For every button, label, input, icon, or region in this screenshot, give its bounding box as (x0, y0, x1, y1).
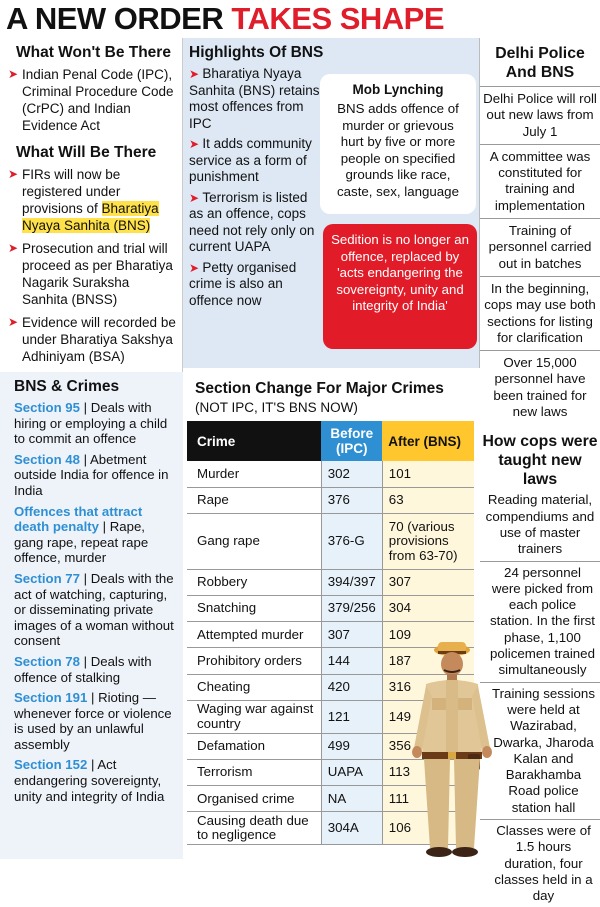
highlight-item (189, 66, 324, 132)
after-cell: 316 (382, 674, 474, 700)
before-cell: 144 (321, 648, 382, 674)
after-cell: 109 (382, 622, 474, 648)
mob-text: BNS adds offence of murder or grievous hurt by five or more people on specified grounds like race, caste, sex, language (337, 101, 459, 199)
will-item-2: ➤ Prosecution and trial will proceed as per Bharatiya Nagarik Suraksha Sanhita (BNSS) (8, 240, 176, 308)
arrow-icon: ➤ (189, 67, 203, 81)
arrow-icon: ➤ (189, 260, 203, 275)
crime-cell: Robbery (187, 569, 321, 595)
before-cell: 379/256 (321, 596, 382, 622)
highlight-item (189, 260, 324, 310)
before-cell: 302 (321, 461, 382, 487)
crime-cell: Defamation (187, 733, 321, 759)
crime-cell: Prohibitory orders (187, 648, 321, 674)
how-item: 24 personnel were picked from each police station. In the first phase, 1,100 policemen trained simultaneously (480, 562, 600, 683)
bns-item (14, 757, 175, 804)
mob-title: Mob Lynching (352, 82, 444, 97)
title-black: A NEW ORDER (6, 1, 232, 36)
how-title: How cops were taught new laws (482, 433, 598, 489)
bns-title: BNS & Crimes (14, 378, 120, 395)
bns-item (14, 690, 175, 752)
section-label: Section 48 (14, 451, 80, 467)
before-cell: 376 (321, 487, 382, 513)
crime-cell: Snatching (187, 596, 321, 622)
after-cell: 149 (382, 700, 474, 733)
header-before: Before (IPC) (321, 421, 382, 461)
delhi-cell: Delhi Police will roll out new laws from July 1 (480, 87, 600, 145)
wont-title: What Won't Be There (16, 44, 171, 61)
before-cell: 307 (321, 622, 382, 648)
section-label: Section 78 (14, 653, 80, 669)
after-cell: 113 (382, 760, 474, 786)
delhi-title: Delhi Police And BNS (480, 38, 600, 87)
before-cell: UAPA (321, 760, 382, 786)
bns-item (14, 654, 175, 685)
table-subtitle: (NOT IPC, IT'S BNS NOW) (195, 400, 358, 415)
after-cell: 187 (382, 648, 474, 674)
before-cell: 394/397 (321, 569, 382, 595)
highlight-text: It adds community service as a form of punishment (189, 136, 312, 184)
bns-item (14, 504, 175, 566)
arrow-icon: ➤ (189, 137, 203, 151)
bns-item (14, 452, 175, 499)
page-title (0, 0, 600, 38)
section-text: | Deals with the act of watching, capturing, or disseminating private images of a woman without consent (14, 570, 174, 649)
how-item: Reading material, compendiums and use of master trainers (480, 489, 600, 561)
crime-cell: Rape (187, 487, 321, 513)
highlight-text: Petty organised crime is also an offence now (189, 259, 297, 308)
highlight-item (189, 136, 324, 186)
table-row (187, 461, 474, 487)
crime-cell: Waging war against country (187, 700, 321, 733)
highlight-item (189, 190, 324, 256)
delhi-cell: Training of personnel carried out in batches (480, 219, 600, 277)
before-cell: 376-G (321, 513, 382, 569)
section-text: | Deals with hiring or employing a child to commit an offence (14, 400, 168, 447)
delhi-cell: Over 15,000 personnel have been trained for new laws (493, 355, 587, 420)
bns-item (14, 400, 175, 447)
policeman-illustration (402, 636, 502, 859)
before-cell: NA (321, 786, 382, 812)
highlights-box (189, 44, 324, 313)
title-red: TAKES SHAPE (231, 1, 445, 36)
after-cell: 304 (382, 596, 474, 622)
table-row (187, 487, 474, 513)
before-cell: 499 (321, 733, 382, 759)
table-row (187, 596, 474, 622)
after-cell: 111 (382, 786, 474, 812)
before-cell: 121 (321, 700, 382, 733)
section-label: Section 152 (14, 757, 88, 773)
highlights-panel (183, 38, 480, 368)
will-item-1-text: FIRs will now be registered under provisions of (22, 167, 121, 216)
crime-cell: Organised crime (187, 786, 321, 812)
crime-cell: Cheating (187, 674, 321, 700)
crime-cell: Causing death due to negligence (187, 812, 321, 845)
bns-item (14, 571, 175, 649)
after-cell: 70 (various provisions from 63-70) (382, 513, 474, 569)
section-label: Offences that attract death penalty (14, 503, 143, 535)
table-title: Section Change For Major Crimes (195, 380, 444, 397)
bns-crimes-box (0, 372, 183, 859)
table-row (187, 513, 474, 569)
section-text: | Rape, gang rape, repeat rape offence, murder (14, 519, 149, 566)
sedition-box: Sedition is no longer an offence, replaced by 'acts endangering the sovereignty, unity and integrity of India' (323, 224, 477, 349)
delhi-cell: A committee was constituted for training and implementation (480, 145, 600, 219)
before-cell: 420 (321, 674, 382, 700)
section-text: | Abetment outside India for offence in India (14, 451, 169, 498)
how-item: Training sessions were held at Wazirabad, Dwarka, Jharoda Kalan and Barakhamba Road police station hall (480, 683, 600, 820)
after-cell: 63 (382, 487, 474, 513)
highlight-text: Terrorism is listed as an offence, cops need not rely only on current UAPA (189, 189, 315, 254)
how-item: Classes were of 1.5 hours duration, four classes held in a day (494, 822, 593, 904)
after-cell: 106 (382, 812, 474, 845)
table-header-row (187, 421, 474, 461)
after-cell: 307 (382, 569, 474, 595)
left-column (0, 38, 183, 859)
highlight-text: Bharatiya Nyaya Sanhita (BNS) retains most offences from IPC (189, 66, 320, 131)
delhi-cell: In the beginning, cops may use both sections for listing for clarification (480, 277, 600, 351)
wont-item: ➤ Indian Penal Code (IPC), Criminal Procedure Code (CrPC) and Indian Evidence Act (8, 66, 176, 134)
section-text: | Act endangering sovereignty, unity and integrity of India (14, 757, 165, 804)
crime-cell: Murder (187, 461, 321, 487)
section-label: Section 191 (14, 690, 88, 706)
highlights-title: Highlights Of BNS (189, 44, 324, 61)
section-text: | Rioting — whenever force or violence is used by an unlawful assembly (14, 690, 172, 752)
after-cell: 356 (382, 733, 474, 759)
header-after: After (BNS) (382, 421, 474, 461)
header-crime: Crime (187, 421, 321, 461)
crime-cell: Terrorism (187, 760, 321, 786)
will-item-1 (8, 166, 176, 234)
arrow-icon: ➤ (189, 190, 203, 205)
table-row (187, 569, 474, 595)
will-title: What Will Be There (16, 144, 157, 161)
crime-cell: Gang rape (187, 513, 321, 569)
after-cell: 101 (382, 461, 474, 487)
mob-lynching-box (320, 74, 476, 214)
section-label: Section 95 (14, 400, 80, 415)
section-label: Section 77 (14, 570, 80, 586)
will-item-3: ➤ Evidence will recorded be under Bharatiya Sakshya Adhiniyam (BSA) (8, 314, 176, 365)
before-cell: 304A (321, 812, 382, 845)
wont-will-box (6, 38, 178, 363)
section-text: | Deals with offence of stalking (14, 653, 152, 685)
crime-cell: Attempted murder (187, 622, 321, 648)
bns-highlight: Bharatiya Nyaya Sanhita (BNS) (22, 201, 159, 233)
